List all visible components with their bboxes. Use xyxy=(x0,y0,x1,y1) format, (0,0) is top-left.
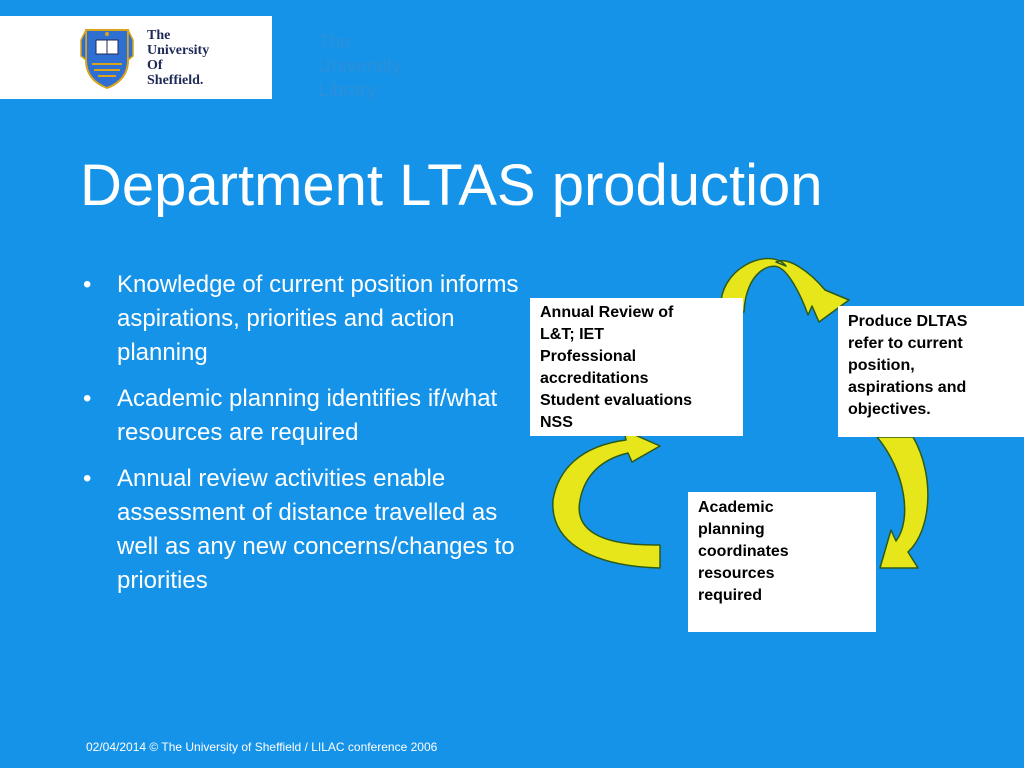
logo-line: Sheffield. xyxy=(147,73,204,88)
slide-title: Department LTAS production xyxy=(80,153,823,218)
bullet-list xyxy=(75,268,525,610)
annual-review-box: Annual Review of L&T; IET Professional accreditations Student evaluations NSS xyxy=(530,298,743,436)
footer xyxy=(86,740,437,754)
university-wordmark xyxy=(147,28,209,88)
footer-copyright: © The University of Sheffield / LILAC conference 2006 xyxy=(149,740,438,754)
footer-date: 02/04/2014 xyxy=(86,740,147,754)
bullet-item: • Annual review activities enable assessment of distance travelled as well as any new concerns/changes to priorities xyxy=(75,462,525,598)
library-line: University xyxy=(318,56,402,77)
logo-line: University xyxy=(147,43,210,58)
produce-dltas-box: Produce DLTAS refer to current position, aspirations and objectives. xyxy=(838,306,1024,437)
bullet-item: • Academic planning identifies if/what resources are required xyxy=(75,382,525,450)
logo-line: The xyxy=(147,28,171,43)
university-logo xyxy=(0,16,272,99)
cycle-arrow-right xyxy=(877,437,928,568)
bullet-item: • Knowledge of current position informs aspirations, priorities and action planning xyxy=(75,268,525,370)
library-caption xyxy=(318,31,401,103)
cycle-arrow-left xyxy=(553,430,660,568)
library-line: Library. xyxy=(318,80,380,101)
library-line: The xyxy=(318,32,351,53)
logo-line: Of xyxy=(147,58,163,73)
academic-planning-box: Academic planning coordinates resources required xyxy=(688,492,876,632)
university-crest-icon xyxy=(78,26,136,90)
